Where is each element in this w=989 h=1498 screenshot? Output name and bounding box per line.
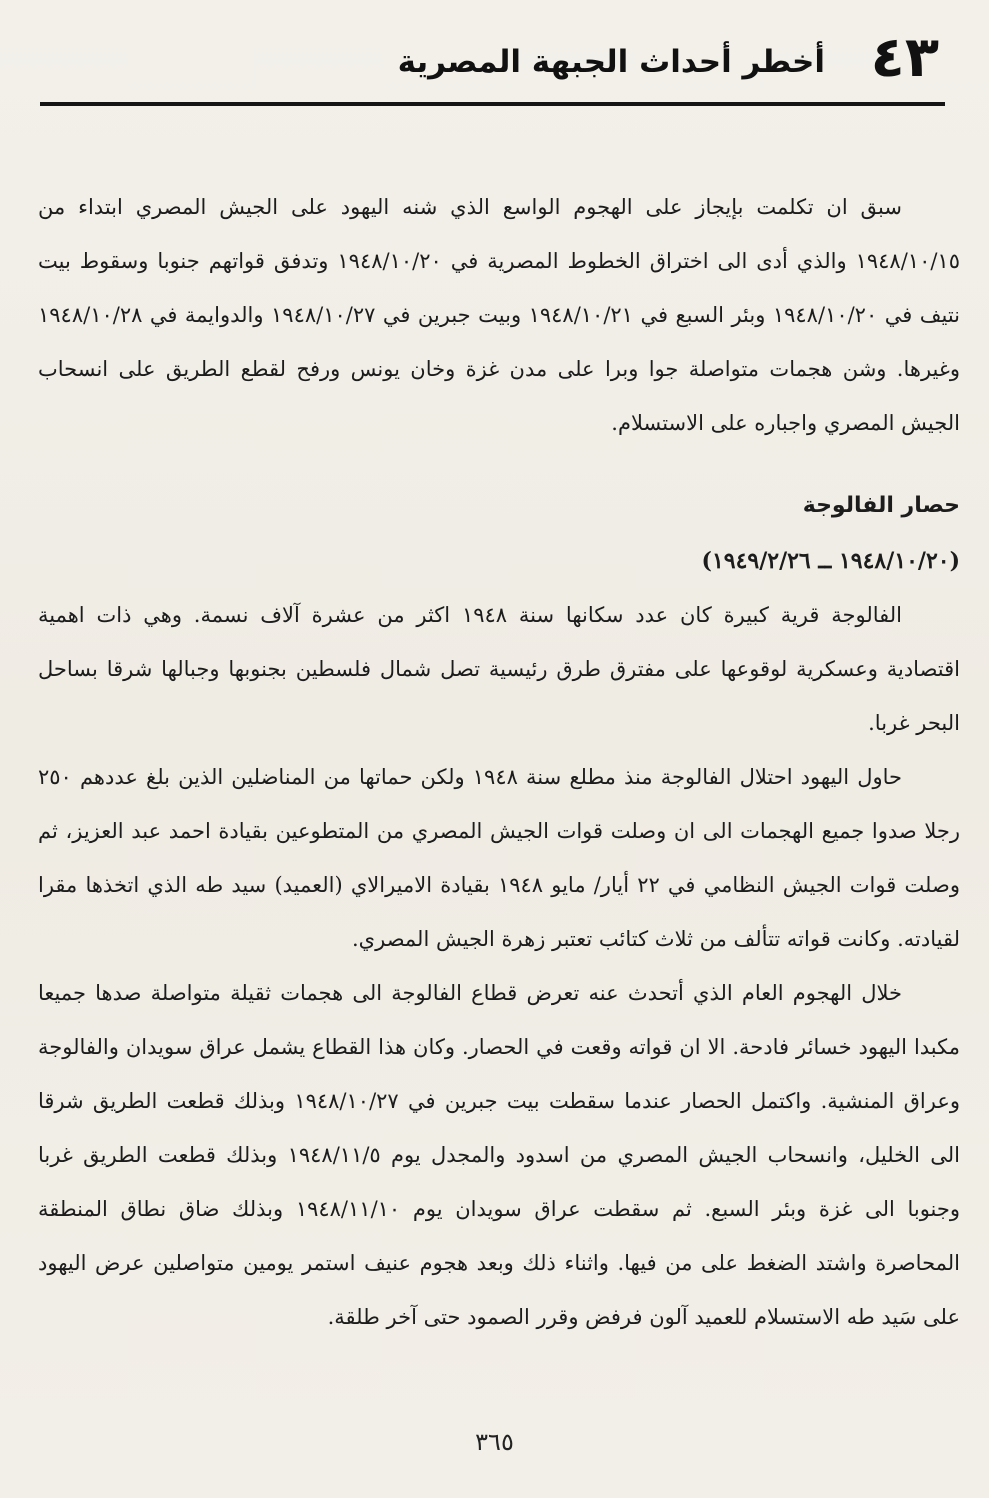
page-number: ٣٦٥	[475, 1428, 514, 1456]
running-title: أخطر أحداث الجبهة المصرية	[397, 44, 825, 80]
paragraph-2: حاول اليهود احتلال الفالوجة منذ مطلع سنة ١٩٤٨ ولكن حماتها من المناضلين الذين بلغ عددهم ٢٥٠ رجلا صدوا جميع الهجمات الى ان وصلت قوات الجيش المصري من المتطوعين بقيادة احمد عبد العزيز، ثم وصلت قوات الجيش النظامي في ٢٢ أيار/ مايو ١٩٤٨ بقيادة الاميرالاي (العميد) سيد طه الذي اتخذها مقرا لقيادته. وكانت قواته تتألف من ثلاث كتائب تعتبر زهرة الجيش المصري.	[38, 765, 960, 951]
chapter-number: ٤٣	[870, 25, 939, 90]
paragraph-3: خلال الهجوم العام الذي أتحدث عنه تعرض قطاع الفالوجة الى هجمات ثقيلة متواصلة صدها جميعا مكبدا اليهود خسائر فادحة. الا ان قواته وقعت في الحصار. وكان هذا القطاع يشمل عراق سويدان والفالوجة وعراق المنشية. واكتمل الحصار عندما سقطت بيت جبرين في ١٩٤٨/١٠/٢٧ وبذلك قطعت الطريق شرقا الى الخليل، وانسحاب الجيش المصري من اسدود والمجدل يوم ١٩٤٨/١١/٥ وبذلك قطعت الطريق غربا وجنوبا الى غزة وبئر السبع. ثم سقطت عراق سويدان يوم ١٩٤٨/١١/١٠ وبذلك ضاق نطاق المنطقة المحاصرة واشتد الضغط على من فيها. واثناء ذلك وبعد هجوم عنيف استمر يومين متواصلين عرض اليهود على سَيد طه الاستسلام للعميد آلون فرفض وقرر الصمود حتى آخر طلقة.	[38, 981, 960, 1329]
paragraph-1: الفالوجة قرية كبيرة كان عدد سكانها سنة ١٩٤٨ اكثر من عشرة آلاف نسمة. وهي ذات اهمية اقتصادية وعسكرية لوقوعها على مفترق طرق رئيسية تصل شمال فلسطين بجنوبها وجبالها شرقا بساحل البحر غربا.	[38, 603, 960, 735]
section-date-range: (١٩٤٨/١٠/٢٠ ــ ١٩٤٩/٢/٢٦)	[701, 548, 960, 574]
body-text	[38, 180, 960, 1344]
intro-paragraph: سبق ان تكلمت بإيجاز على الهجوم الواسع الذي شنه اليهود على الجيش المصري ابتداء من ١٩٤٨/١٠/١٥ والذي أدى الى اختراق الخطوط المصرية في ١٩٤٨/١٠/٢٠ وتدفق قواتهم جنوبا وسقوط بيت نتيف في ١٩٤٨/١٠/٢٠ وبئر السبع في ١٩٤٨/١٠/٢١ وبيت جبرين في ١٩٤٨/١٠/٢٧ والدوايمة في ١٩٤٨/١٠/٢٨ وغيرها. وشن هجمات متواصلة جوا وبرا على مدن غزة وخان يونس ورفح لقطع الطريق على انسحاب الجيش المصري واجباره على الاستسلام.	[38, 195, 961, 435]
header-rule	[40, 102, 945, 106]
page-header	[40, 18, 945, 106]
section-heading: حصار الفالوجة	[802, 493, 960, 518]
